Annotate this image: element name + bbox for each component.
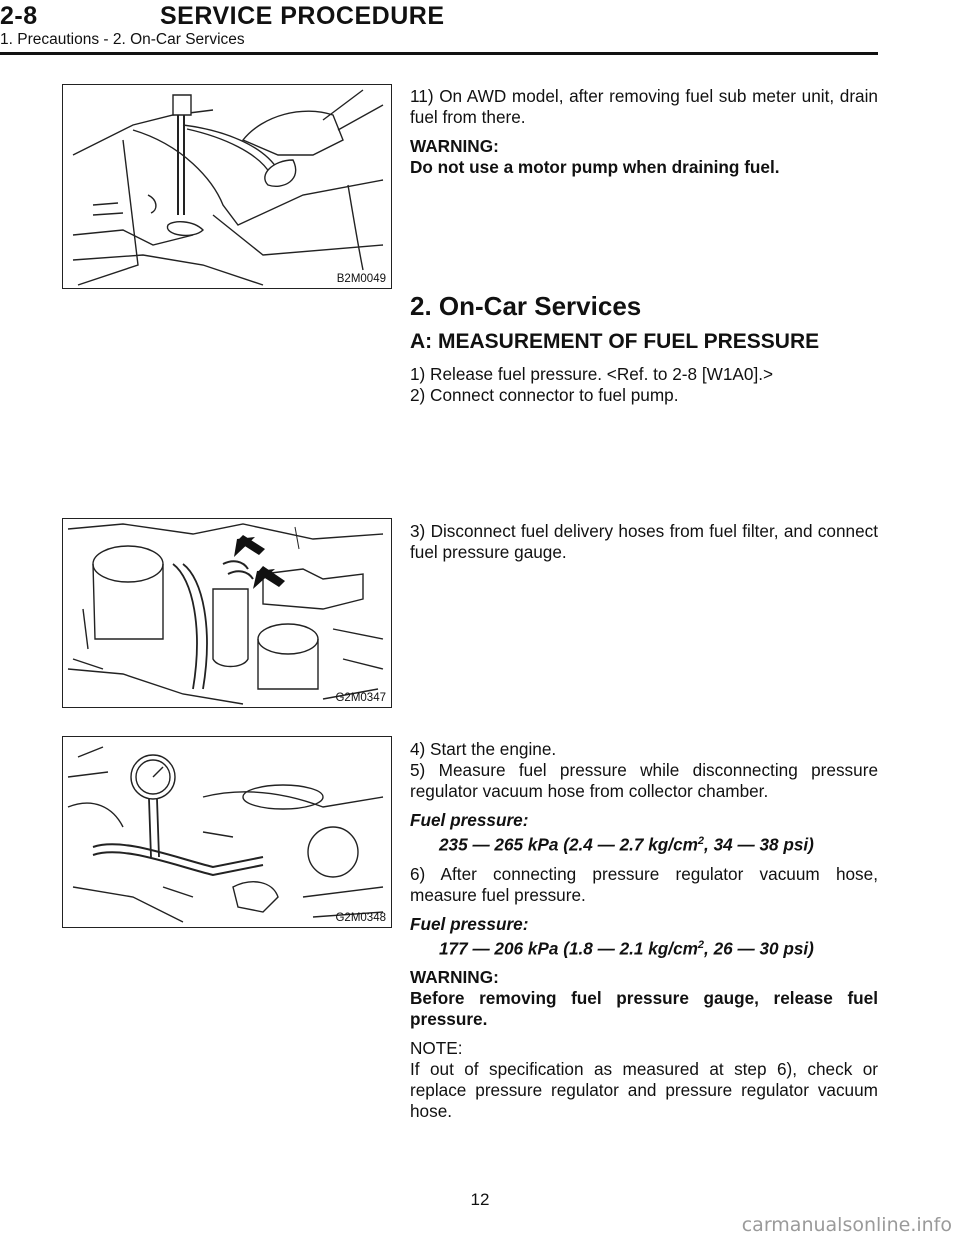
step-6: 6) After connecting pressure regulator vacuum hose, measure fuel pressure. <box>410 863 878 905</box>
pressure-gauge-illustration <box>63 737 392 928</box>
note-text: If out of specification as measured at step 6), check or replace pressure regulator and pressure regulator vacuum hose. <box>410 1059 878 1122</box>
breadcrumb: 1. Precautions - 2. On-Car Services <box>0 31 245 48</box>
subsection-heading: A: MEASUREMENT OF FUEL PRESSURE <box>410 330 820 353</box>
page-header <box>0 0 960 58</box>
note-title: NOTE: <box>410 1038 463 1059</box>
page-number: 12 <box>470 1190 490 1209</box>
warning-title: WARNING: <box>410 136 499 156</box>
section-heading: 2. On-Car Services <box>410 291 642 321</box>
warning-text: Do not use a motor pump when draining fuel. <box>410 157 780 177</box>
figure-label: G2M0347 <box>335 692 386 704</box>
header-rule <box>0 52 878 55</box>
watermark: carmanualsonline.info <box>741 1214 952 1236</box>
step-3-block <box>410 521 878 563</box>
step-4: 4) Start the engine. <box>410 739 557 759</box>
spec-2-value: 177 — 206 kPa (1.8 — 2.1 $kg/cm^2$, 26 — 30 psi) <box>439 938 814 959</box>
figure-label: G2M0348 <box>335 912 386 924</box>
page-title: SERVICE PROCEDURE <box>160 2 445 30</box>
spec-1-value: 235 — 265 kPa (2.4 — 2.7 $kg/cm^2$, 34 — 38 psi) <box>439 834 814 855</box>
section-number: 2-8 <box>0 2 38 30</box>
figure-fuel-filter <box>62 518 392 708</box>
step-2: 2) Connect connector to fuel pump. <box>410 385 679 405</box>
step-11: 11) On AWD model, after removing fuel sub meter unit, drain fuel from there. <box>410 86 878 127</box>
warning-title: WARNING: <box>410 967 499 988</box>
steps-4-6-block <box>410 739 878 1122</box>
steps-1-2-block <box>410 364 878 406</box>
warning-text: Before removing fuel pressure gauge, release fuel pressure. <box>410 988 878 1030</box>
step-11-block <box>410 86 878 178</box>
step-3: 3) Disconnect fuel delivery hoses from fuel filter, and connect fuel pressure gauge. <box>410 521 878 562</box>
fuel-drain-illustration <box>63 85 392 289</box>
spec-2-label: Fuel pressure: <box>410 913 529 934</box>
spec-1-label: Fuel pressure: <box>410 810 529 830</box>
figure-pressure-gauge <box>62 736 392 928</box>
step-5: 5) Measure fuel pressure while disconnecting pressure regulator vacuum hose from collector chamber. <box>410 760 878 801</box>
figure-label: B2M0049 <box>336 273 386 285</box>
figure-fuel-drain <box>62 84 392 289</box>
step-1: 1) Release fuel pressure. <Ref. to 2-8 [W1A0].> <box>410 364 774 384</box>
fuel-filter-illustration <box>63 519 392 708</box>
